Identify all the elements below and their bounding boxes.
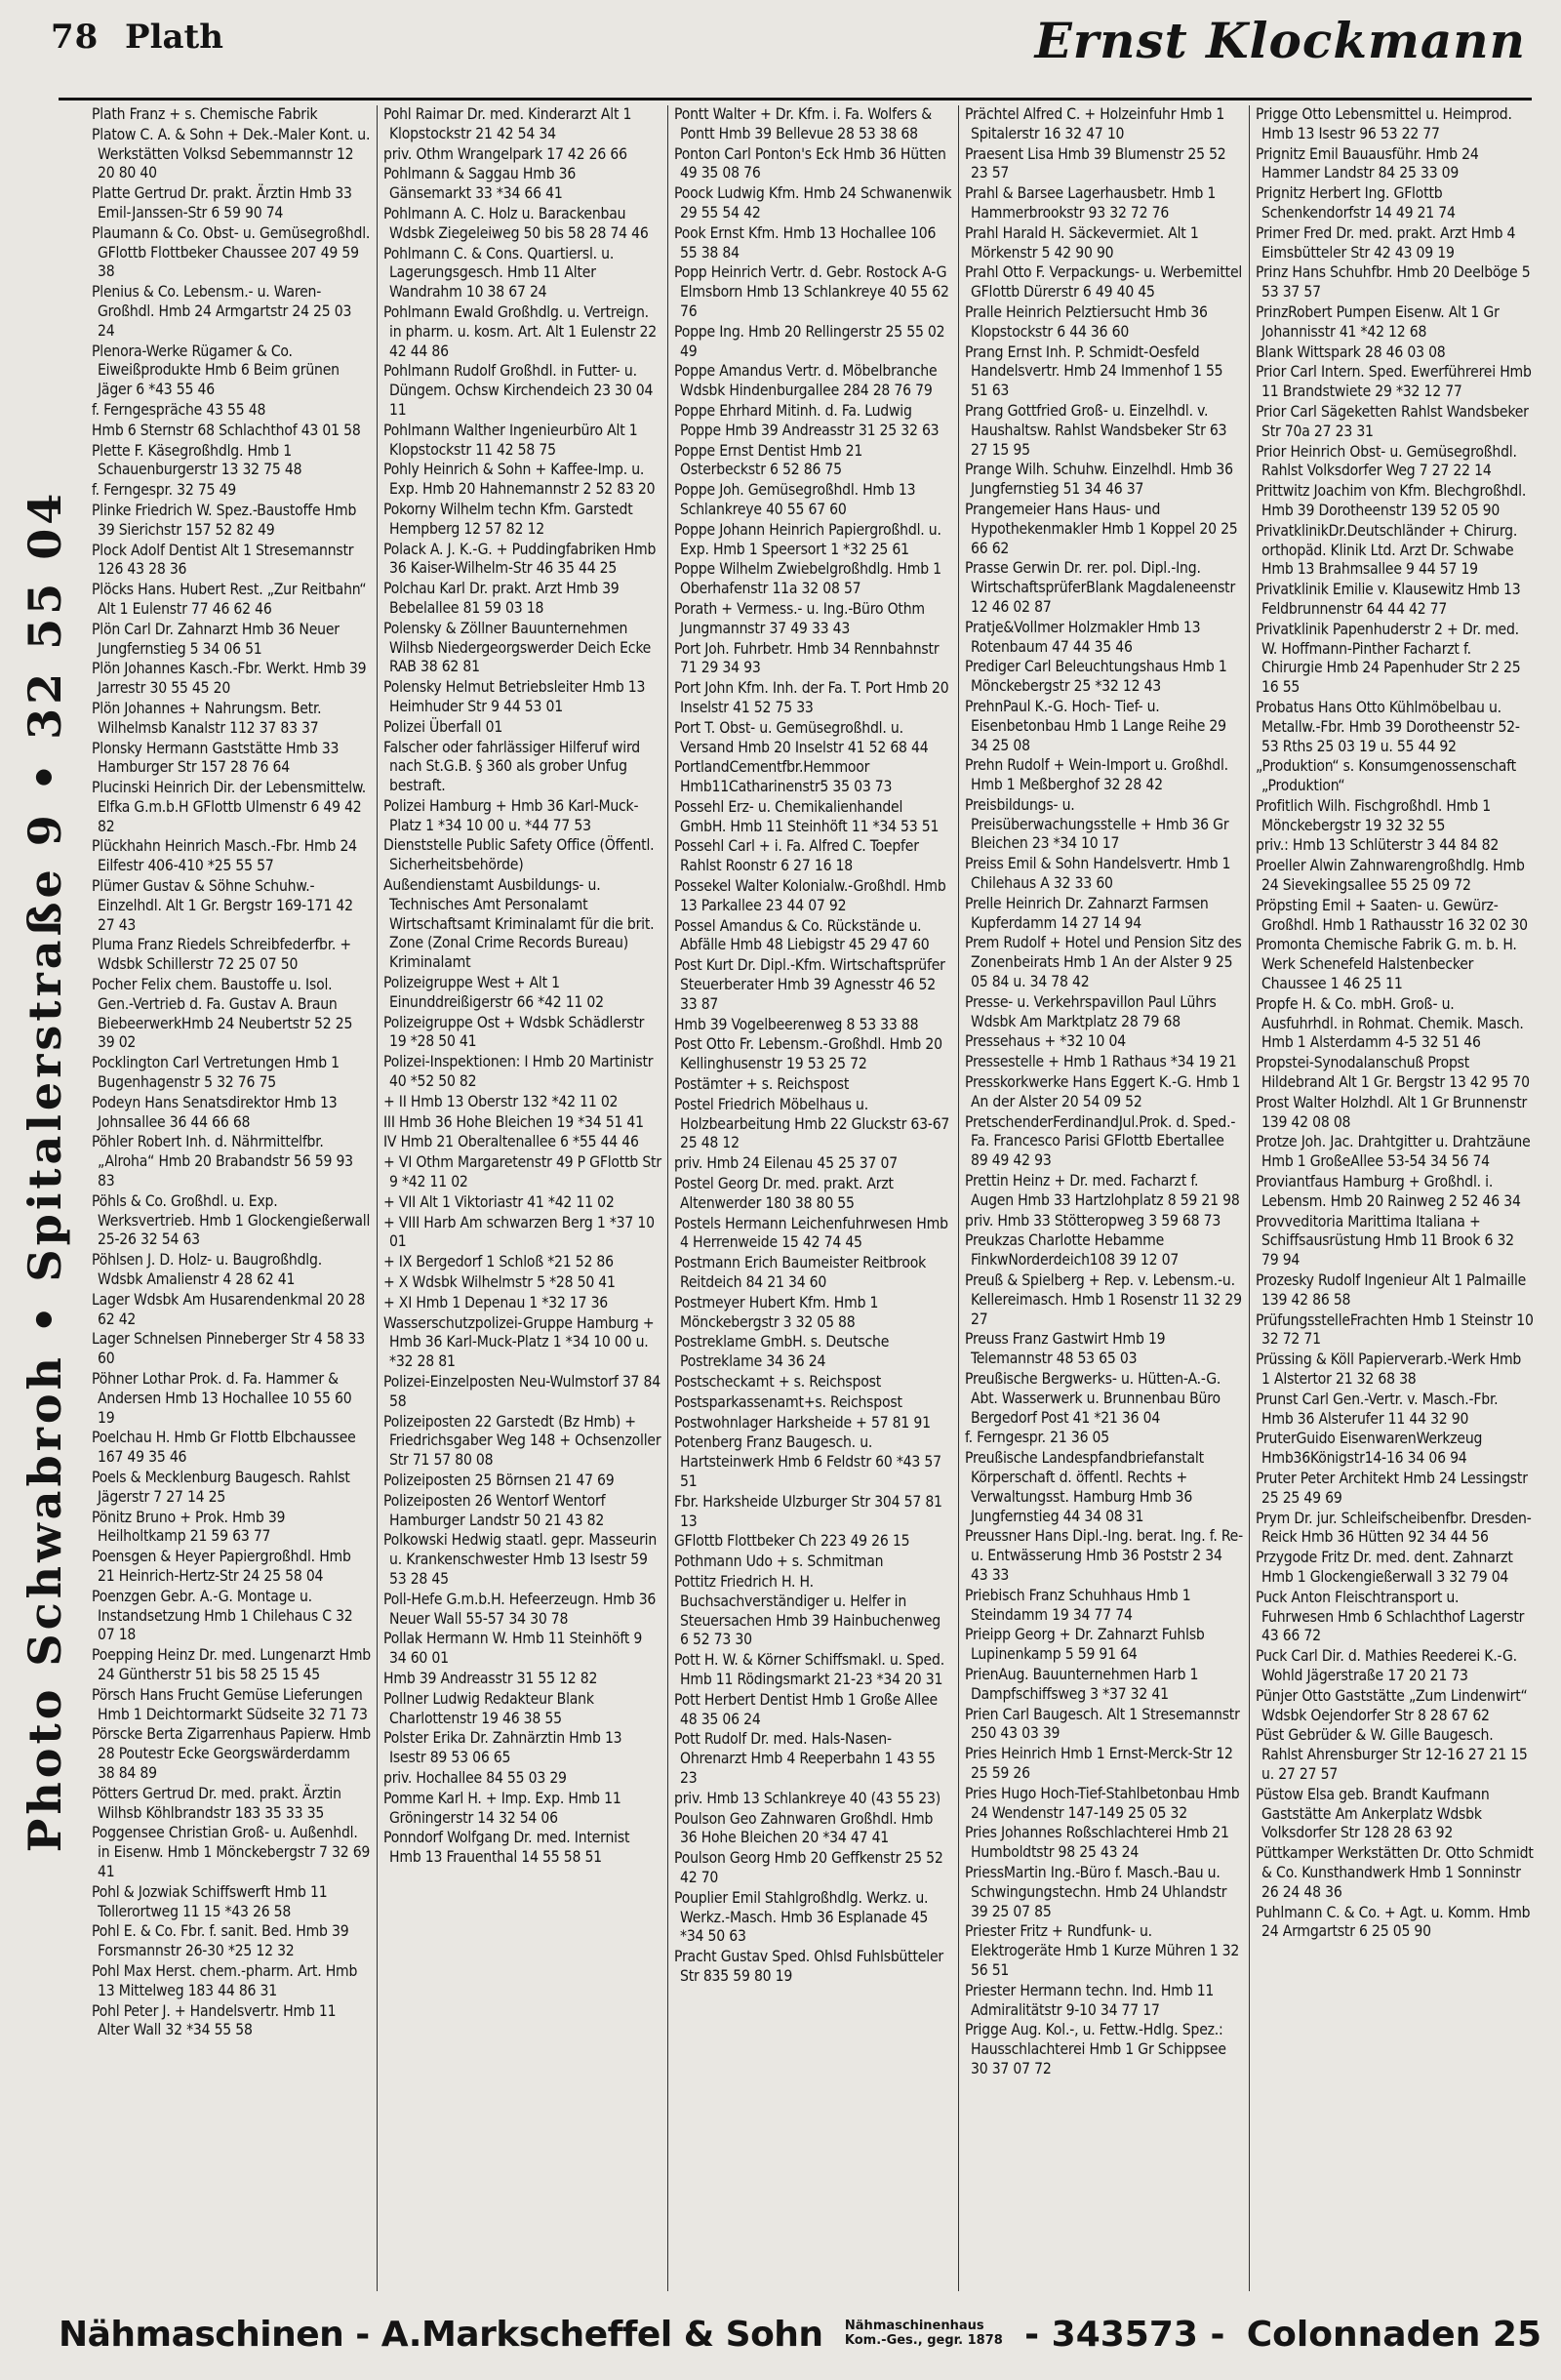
directory-entry: Polizeiposten 26 Wentorf Wentorf Hamburger Landstr 50 21 43 82	[383, 1491, 606, 1529]
directory-entry: priv. Hmb 33 Stötteropweg 3 59 68 73	[965, 1211, 1221, 1230]
directory-entry: + X Wdsbk Wilhelmstr 5 *28 50 41	[383, 1273, 616, 1292]
directory-entry: Pracht Gustav Sped. Ohlsd Fuhlsbütteler Str 835 59 80 19	[674, 1948, 943, 1985]
directory-entry: Polensky & Zöllner Bauunternehmen Wilhsb Niedergeorgswerder Deich Ecke RAB 38 62 81	[383, 619, 652, 676]
directory-entry: f. Ferngespr. 32 75 49	[92, 481, 236, 500]
directory-entry: Püttkamper Werkstätten Dr. Otto Schmidt & Co. Kunsthandwerk Hmb 1 Sonninstr 26 24 48 36	[1256, 1844, 1534, 1901]
directory-entry: Prediger Carl Beleuchtungshaus Hmb 1 Mönckebergstr 25 *32 12 43	[965, 658, 1227, 696]
directory-entry: Pluma Franz Riedels Schreibfederfbr. + Wdsbk Schillerstr 72 25 07 50	[92, 936, 351, 974]
directory-entry: Pontt Walter + Dr. Kfm. i. Fa. Wolfers & Pontt Hmb 39 Bellevue 28 53 38 68	[674, 105, 932, 142]
directory-entry: Polizei Überfall 01	[383, 717, 503, 736]
bottom-ad-small-line1: Nähmaschinenhaus	[844, 2319, 984, 2334]
directory-entry: Propfe H. & Co. mbH. Groß- u. Ausfuhrhdl. in Rohmat. Chemik. Masch. Hmb 1 Alsterdamm 4-5 32 51 46	[1256, 994, 1524, 1052]
directory-entry: priv. Hochallee 84 55 03 29	[383, 1768, 567, 1787]
directory-entry: Possel Amandus & Co. Rückstände u. Abfälle Hmb 48 Liebigstr 45 29 47 60	[674, 916, 930, 954]
directory-entry: Postsparkassenamt+s. Reichspost	[674, 1392, 902, 1411]
directory-entry: Plenora-Werke Rügamer & Co. Eiweißprodukte Hmb 6 Beim grünen Jäger 6 *43 55 46	[92, 342, 340, 399]
directory-entry: Pöhner Lothar Prok. d. Fa. Hammer & Andersen Hmb 13 Hochallee 10 55 60 19	[92, 1370, 352, 1427]
directory-entry: Hmb 39 Andreasstr 31 55 12 82	[383, 1669, 598, 1687]
directory-entry: Pohl Peter J. + Handelsvertr. Hmb 11 Alter Wall 32 *34 55 58	[92, 2001, 337, 2039]
directory-entry: Pönitz Bruno + Prok. Hmb 39 Heilholtkamp 21 59 63 77	[92, 1508, 286, 1546]
directory-entry: Pratje&Vollmer Holzmakler Hmb 13 Rotenbaum 47 44 35 46	[965, 618, 1201, 656]
directory-entry: Außendienstamt Ausbildungs- u. Technisches Amt Personalamt Wirtschaftsamt Kriminalamt für die brit. Zone (Zonal Crime Records Bureau) Kriminalamt	[383, 876, 655, 972]
directory-entry: + VIII Harb Am schwarzen Berg 1 *37 10 01	[383, 1213, 655, 1251]
directory-entry: PrüfungsstelleFrachten Hmb 1 Steinstr 10 32 72 71	[1256, 1311, 1534, 1349]
directory-entry: Post Otto Fr. Lebensm.-Großhdl. Hmb 20 Kellinghusenstr 19 53 25 72	[674, 1035, 942, 1073]
directory-entry: Pöhler Robert Inh. d. Nährmittelfbr. „Alroha“ Hmb 20 Brabandstr 56 59 93 83	[92, 1133, 353, 1190]
directory-entry: Poppe Joh. Gemüsegroßhdl. Hmb 13 Schlankreye 40 55 67 60	[674, 481, 916, 518]
directory-entry: Promonta Chemische Fabrik G. m. b. H. Werk Schenefeld Halstenbecker Chaussee 1 46 25 11	[1256, 936, 1517, 993]
directory-entry: f. Ferngespr. 21 36 05	[965, 1429, 1109, 1447]
directory-column	[958, 105, 1249, 2291]
directory-entry: Hmb 6 Sternstr 68 Schlachthof 43 01 58	[92, 421, 361, 439]
directory-columns	[86, 105, 1540, 2291]
directory-entry: Prittwitz Joachim von Kfm. Blechgroßhdl. Hmb 39 Dorotheenstr 139 52 05 90	[1256, 482, 1527, 519]
directory-entry: Poock Ludwig Kfm. Hmb 24 Schwanenwik 29 55 54 42	[674, 184, 952, 222]
directory-entry: Prang Gottfried Groß- u. Einzelhdl. v. Haushaltsw. Rahlst Wandsbeker Str 63 27 15 95	[965, 401, 1227, 459]
directory-entry: Pohl & Jozwiak Schiffswerft Hmb 11 Tollerortweg 11 15 *43 26 58	[92, 1882, 328, 1920]
directory-entry: Postämter + s. Reichspost	[674, 1075, 850, 1094]
directory-entry: Pröpsting Emil + Saaten- u. Gewürz-Großhdl. Hmb 1 Rathausstr 16 32 02 30	[1256, 896, 1528, 934]
directory-entry: Poppe Ehrhard Mitinh. d. Fa. Ludwig Poppe Hmb 39 Andreasstr 31 25 32 63	[674, 401, 940, 439]
directory-entry: Prüssing & Köll Papierverarb.-Werk Hmb 1 Alstertor 21 32 68 38	[1256, 1351, 1522, 1388]
directory-entry: priv.: Hmb 13 Schlüterstr 3 44 84 82	[1256, 836, 1500, 855]
directory-entry: „Produktion“ s. Konsumgenossenschaft „Produktion“	[1256, 757, 1516, 795]
directory-entry: Popp Heinrich Vertr. d. Gebr. Rostock A-G Elmsborn Hmb 13 Schlankreye 40 55 62 76	[674, 263, 949, 320]
directory-entry: Pöhls & Co. Großhdl. u. Exp. Werksvertrieb. Hmb 1 Glockengießerwall 25-26 32 54 63	[92, 1191, 371, 1249]
bottom-ad-main: Nähmaschinen - A.Markscheffel & Sohn	[59, 2314, 823, 2355]
directory-column	[377, 105, 667, 2291]
directory-entry: + IX Bergedorf 1 Schloß *21 52 86	[383, 1253, 614, 1271]
directory-entry: Plette F. Käsegroßhdlg. Hmb 1 Schauenburgerstr 13 32 75 48	[92, 441, 302, 479]
page-head-word: Plath	[125, 18, 223, 57]
directory-entry: + XI Hmb 1 Depenau 1 *32 17 36	[383, 1293, 609, 1311]
directory-entry: Prunst Carl Gen.-Vertr. v. Masch.-Fbr. Hmb 36 Alsterufer 11 44 32 90	[1256, 1390, 1499, 1428]
directory-entry: Pothmann Udo + s. Schmitman	[674, 1553, 884, 1571]
directory-entry: Pries Hugo Hoch-Tief-Stahlbetonbau Hmb 24 Wendenstr 147-149 25 05 32	[965, 1784, 1240, 1822]
directory-entry: Preussner Hans Dipl.-Ing. berat. Ing. f. Re-u. Entwässerung Hmb 36 Poststr 2 34 43 33	[965, 1527, 1243, 1584]
directory-entry: Fbr. Harksheide Ulzburger Str 304 57 81 13	[674, 1492, 942, 1530]
directory-entry: Praesent Lisa Hmb 39 Blumenstr 25 52 23 57	[965, 144, 1226, 182]
bottom-ad-company-type	[845, 2319, 1003, 2349]
directory-entry: PretschenderFerdinandJul.Prok. d. Sped.-Fa. Francesco Parisi GFlottb Ebertallee 89 49 42 93	[965, 1112, 1236, 1170]
directory-entry: Presse- u. Verkehrspavillon Paul Lührs Wdsbk Am Marktplatz 28 79 68	[965, 992, 1217, 1030]
directory-entry: Prahl Otto F. Verpackungs- u. Werbemittel GFlottb Dürerstr 6 49 40 45	[965, 263, 1243, 302]
directory-entry: Polizei-Einzelposten Neu-Wulmstorf 37 84 58	[383, 1373, 660, 1410]
directory-entry: Pocklington Carl Vertretungen Hmb 1 Bugenhagenstr 5 32 76 75	[92, 1054, 340, 1092]
directory-entry: Poppe Amandus Vertr. d. Möbelbranche Wdsbk Hindenburgallee 284 28 76 79	[674, 362, 938, 400]
directory-entry: Protze Joh. Jac. Drahtgitter u. Drahtzäune Hmb 1 GroßeAllee 53-54 34 56 74	[1256, 1133, 1531, 1171]
directory-entry: Pries Heinrich Hmb 1 Ernst-Merck-Str 12 25 59 26	[965, 1745, 1233, 1782]
directory-entry: Plucinski Heinrich Dir. der Lebensmittelw. Elfka G.m.b.H GFlottb Ulmenstr 6 49 42 82	[92, 779, 367, 835]
directory-entry: Dienststelle Public Safety Office (Öffentl. Sicherheitsbehörde)	[383, 836, 655, 874]
directory-entry: Postreklame GmbH. s. Deutsche Postreklame 34 36 24	[674, 1333, 890, 1371]
directory-entry: Prignitz Herbert Ing. GFlottb Schenkendorfstr 14 49 21 74	[1256, 184, 1456, 222]
directory-entry: Püstow Elsa geb. Brandt Kaufmann Gaststätte Am Ankerplatz Wdsbk Volksdorfer Str 128 28 63 92	[1256, 1785, 1490, 1842]
directory-entry: Polack A. J. K.-G. + Puddingfabriken Hmb 36 Kaiser-Wilhelm-Str 46 35 44 25	[383, 540, 657, 578]
directory-entry: Poensgen & Heyer Papiergroßhdl. Hmb 21 Heinrich-Hertz-Str 24 25 58 04	[92, 1548, 351, 1585]
directory-entry: Falscher oder fahrlässiger Hilferuf wird nach St.G.B. § 360 als grober Unfug bestraft.	[383, 738, 640, 795]
directory-entry: Prior Heinrich Obst- u. Gemüsegroßhdl. Rahlst Volksdorfer Weg 7 27 22 14	[1256, 442, 1517, 480]
directory-entry: Prior Carl Sägeketten Rahlst Wandsbeker Str 70a 27 23 31	[1256, 402, 1529, 440]
directory-entry: Pötters Gertrud Dr. med. prakt. Ärztin Wilhsb Köhlbrandstr 183 35 33 35	[92, 1784, 341, 1822]
directory-entry: Pruter Peter Architekt Hmb 24 Lessingstr 25 25 49 69	[1256, 1469, 1528, 1507]
directory-entry: Poepping Heinz Dr. med. Lungenarzt Hmb 24 Güntherstr 51 bis 58 25 15 45	[92, 1646, 372, 1683]
directory-entry: Port John Kfm. Inh. der Fa. T. Port Hmb 20 Inselstr 41 52 75 33	[674, 679, 949, 716]
directory-entry: Priebisch Franz Schuhhaus Hmb 1 Steindamm 19 34 77 74	[965, 1586, 1191, 1624]
directory-entry: Postels Hermann Leichenfuhrwesen Hmb 4 Herrenweide 15 42 74 45	[674, 1214, 948, 1252]
directory-entry: Prieipp Georg + Dr. Zahnarzt Fuhlsb Lupinenkamp 5 59 91 64	[965, 1626, 1205, 1664]
directory-entry: Pomme Karl H. + Imp. Exp. Hmb 11 Gröningerstr 14 32 54 06	[383, 1789, 621, 1827]
directory-entry: Prächtel Alfred C. + Holzeinfuhr Hmb 1 Spitalerstr 16 32 47 10	[965, 105, 1225, 142]
directory-entry: Pohly Heinrich & Sohn + Kaffee-Imp. u. Exp. Hmb 20 Hahnemannstr 2 52 83 20	[383, 461, 656, 499]
directory-entry: Polster Erika Dr. Zahnärztin Hmb 13 Isestr 89 53 06 65	[383, 1729, 622, 1767]
directory-entry: Prigge Aug. Kol.-, u. Fettw.-Hdlg. Spez.: Hausschlachterei Hmb 1 Gr Schippsee 30 37 07 72	[965, 2021, 1226, 2077]
directory-entry: Plaumann & Co. Obst- u. Gemüsegroßhdl. GFlottb Flottbeker Chaussee 207 49 59 38	[92, 223, 371, 281]
top-advertisement: Ernst Klockmann	[1034, 12, 1526, 69]
directory-entry: Polizeiposten 22 Garstedt (Bz Hmb) + Friedrichsgaber Weg 148 + Ochsenzoller Str 71 57 80 08	[383, 1412, 661, 1470]
directory-entry: Blank Wittspark 28 46 03 08	[1256, 343, 1446, 361]
directory-entry: Pohlmann Rudolf Großhdl. in Futter- u. Düngem. Ochsw Kirchendeich 23 30 04 11	[383, 362, 654, 419]
directory-entry: Pöhlsen J. D. Holz- u. Baugroßhdlg. Wdsbk Amalienstr 4 28 62 41	[92, 1251, 322, 1289]
directory-entry: Polkowski Hedwig staatl. gepr. Masseurin u. Krankenschwester Hmb 13 Isestr 59 53 28 45	[383, 1531, 658, 1588]
directory-entry: Preußische Landespfandbriefanstalt Körperschaft d. öffentl. Rechts + Verwaltungsst. Hamburg Hmb 36 Jungfernstieg 44 34 08 31	[965, 1449, 1204, 1525]
directory-entry: Pott Herbert Dentist Hmb 1 Große Allee 48 35 06 24	[674, 1690, 938, 1728]
directory-entry: Possehl Carl + i. Fa. Alfred C. Toepfer Rahlst Roonstr 6 27 16 18	[674, 837, 919, 875]
directory-entry: Pollner Ludwig Redakteur Blank Charlottenstr 19 46 38 55	[383, 1689, 594, 1727]
directory-entry: Platte Gertrud Dr. prakt. Ärztin Hmb 33 Emil-Janssen-Str 6 59 90 74	[92, 184, 352, 222]
directory-entry: III Hmb 36 Hohe Bleichen 19 *34 51 41	[383, 1112, 644, 1131]
directory-entry: Podeyn Hans Senatsdirektor Hmb 13 Johnsallee 36 44 66 68	[92, 1093, 338, 1131]
directory-entry: Poll-Hefe G.m.b.H. Hefeerzeugn. Hmb 36 Neuer Wall 55-57 34 30 78	[383, 1590, 657, 1628]
directory-entry: Presskorkwerke Hans Eggert K.-G. Hmb 1 An der Alster 20 54 09 52	[965, 1073, 1241, 1110]
directory-entry: Plinke Friedrich W. Spez.-Baustoffe Hmb 39 Sierichstr 157 52 82 49	[92, 501, 357, 539]
directory-entry: Probatus Hans Otto Kühlmöbelbau u. Metallw.-Fbr. Hmb 39 Dorotheenstr 52-53 Rths 25 03 19 u. 55 44 92	[1256, 698, 1520, 755]
directory-entry: + VII Alt 1 Viktoriastr 41 *42 11 02	[383, 1192, 615, 1211]
directory-entry: Pörsch Hans Frucht Gemüse Lieferungen Hmb 1 Deichtormarkt Südseite 32 71 73	[92, 1685, 368, 1723]
directory-entry: Plön Carl Dr. Zahnarzt Hmb 36 Neuer Jungfernstieg 5 34 06 51	[92, 620, 340, 658]
directory-entry: PrivatklinikDr.Deutschländer + Chirurg. orthopäd. Klinik Ltd. Arzt Dr. Schwabe Hmb 13 Brahmsallee 9 44 57 19	[1256, 521, 1518, 579]
side-advertisement-text: Photo Schwabroh • Spitalerstraße 9 • 32 55 04	[18, 489, 71, 1853]
directory-entry: Prehn Rudolf + Wein-Import u. Großhdl. Hmb 1 Meßberghof 32 28 42	[965, 756, 1228, 794]
directory-entry: Polizeigruppe Ost + Wdsbk Schädlerstr 19 *28 50 41	[383, 1013, 645, 1051]
directory-entry: Pohlmann & Saggau Hmb 36 Gänsemarkt 33 *34 66 41	[383, 165, 577, 203]
directory-entry: Platow C. A. & Sohn + Dek.-Maler Kont. u. Werkstätten Volksd Sebemmannstr 12 20 80 40	[92, 125, 371, 182]
directory-entry: Prangemeier Hans Haus- und Hypothekenmakler Hmb 1 Koppel 20 25 66 62	[965, 500, 1238, 557]
directory-entry: Preukzas Charlotte Hebamme FinkwNorderdeich108 39 12 07	[965, 1231, 1180, 1270]
directory-entry: Pouplier Emil Stahlgroßhdlg. Werkz. u. Werkz.-Masch. Hmb 36 Esplanade 45 *34 50 63	[674, 1888, 929, 1946]
side-advertisement	[18, 107, 71, 2235]
directory-entry: Prost Walter Holzhdl. Alt 1 Gr Brunnenstr 139 42 08 08	[1256, 1093, 1528, 1131]
directory-entry: Pohlmann Ewald Großhdlg. u. Vertreign. in pharm. u. kosm. Art. Alt 1 Eulenstr 22 42 44 86	[383, 303, 657, 360]
directory-entry: Puhlmann C. & Co. + Agt. u. Komm. Hmb 24 Armgartstr 6 25 05 90	[1256, 1903, 1531, 1941]
directory-entry: Plock Adolf Dentist Alt 1 Stresemannstr 126 43 28 36	[92, 541, 354, 579]
directory-entry: Polizei Hamburg + Hmb 36 Karl-Muck-Platz 1 *34 10 00 u. *44 77 53	[383, 796, 639, 834]
directory-entry: PrinzRobert Pumpen Eisenw. Alt 1 Gr Johannisstr 41 *42 12 68	[1256, 303, 1500, 341]
directory-entry: Preiss Emil & Sohn Handelsvertr. Hmb 1 Chilehaus A 32 33 60	[965, 855, 1231, 893]
directory-entry: Plenius & Co. Lebensm.- u. Waren-Großhdl. Hmb 24 Armgartstr 24 25 03 24	[92, 283, 352, 340]
directory-entry: Pook Ernst Kfm. Hmb 13 Hochallee 106 55 38 84	[674, 223, 937, 262]
directory-entry: Primer Fred Dr. med. prakt. Arzt Hmb 4 Eimsbütteler Str 42 43 09 19	[1256, 223, 1516, 262]
directory-entry: Proviantfaus Hamburg + Großhdl. i. Lebensm. Hmb 20 Rainweg 2 52 46 34	[1256, 1173, 1521, 1210]
directory-entry: priv. Hmb 24 Eilenau 45 25 37 07	[674, 1154, 898, 1173]
directory-entry: Prior Carl Intern. Sped. Ewerführerei Hmb 11 Brandstwiete 29 *32 12 77	[1256, 363, 1532, 401]
directory-entry: Prettin Heinz + Dr. med. Facharzt f. Augen Hmb 33 Hartzlohplatz 8 59 21 98	[965, 1172, 1240, 1209]
directory-entry: Postmann Erich Baumeister Reitbrook Reitdeich 84 21 34 60	[674, 1254, 927, 1292]
directory-entry: Pohlmann A. C. Holz u. Barackenbau Wdsbk Ziegeleiweg 50 bis 58 28 74 46	[383, 204, 649, 242]
directory-entry: Postel Georg Dr. med. prakt. Arzt Altenwerder 180 38 80 55	[674, 1175, 894, 1212]
directory-column	[667, 105, 958, 2291]
directory-entry: Priester Fritz + Rundfunk- u. Elektrogeräte Hmb 1 Kurze Mühren 1 32 56 51	[965, 1922, 1240, 1979]
directory-entry: Hmb 39 Vogelbeerenweg 8 53 33 88	[674, 1015, 919, 1033]
directory-entry: Pokorny Wilhelm techn Kfm. Garstedt Hempberg 12 57 82 12	[383, 500, 633, 538]
directory-entry: f. Ferngespräche 43 55 48	[92, 400, 266, 419]
directory-entry: Plückhahn Heinrich Masch.-Fbr. Hmb 24 Eilfestr 406-410 *25 55 57	[92, 837, 357, 875]
directory-entry: Pralle Heinrich Pelztiersucht Hmb 36 Klopstockstr 6 44 36 60	[965, 303, 1208, 341]
directory-entry: Puck Anton Fleischtransport u. Fuhrwesen Hmb 6 Schlachthof Lagerstr 43 66 72	[1256, 1588, 1525, 1645]
directory-entry: Plümer Gustav & Söhne Schuhw.-Einzelhdl. Alt 1 Gr. Bergstr 169-171 42 27 43	[92, 877, 353, 934]
directory-entry: Pohl Max Herst. chem.-pharm. Art. Hmb 13 Mittelweg 183 44 86 31	[92, 1961, 358, 1999]
directory-entry: Potenberg Franz Baugesch. u. Hartsteinwerk Hmb 6 Feldstr 60 *43 57 51	[674, 1433, 941, 1490]
directory-entry: Proeller Alwin Zahnwarengroßhdlg. Hmb 24 Sievekingsallee 55 25 09 72	[1256, 857, 1525, 895]
directory-entry: Pünjer Otto Gaststätte „Zum Lindenwirt“ Wdsbk Oejendorfer Str 8 28 67 62	[1256, 1686, 1528, 1724]
directory-entry: Przygode Fritz Dr. med. dent. Zahnarzt Hmb 1 Glockengießerwall 3 32 79 04	[1256, 1549, 1513, 1586]
directory-entry: Pries Johannes Roßschlachterei Hmb 21 Humboldtstr 98 25 43 24	[965, 1824, 1229, 1862]
directory-entry: Pressehaus + *32 10 04	[965, 1032, 1126, 1051]
directory-entry: Pohlmann C. & Cons. Quartiersl. u. Lagerungsgesch. Hmb 11 Alter Wandrahm 10 38 67 24	[383, 244, 615, 302]
directory-entry: Pörscke Berta Zigarrenhaus Papierw. Hmb 28 Poutestr Ecke Georgswärderdamm 38 84 89	[92, 1725, 371, 1782]
directory-entry: Postscheckamt + s. Reichspost	[674, 1373, 882, 1391]
directory-entry: Pressestelle + Hmb 1 Rathaus *34 19 21	[965, 1053, 1237, 1071]
directory-entry: Post Kurt Dr. Dipl.-Kfm. Wirtschaftsprüfer Steuerberater Hmb 39 Agnesstr 46 52 33 87	[674, 956, 945, 1013]
directory-entry: IV Hmb 21 Oberaltenallee 6 *55 44 46	[383, 1133, 639, 1151]
directory-entry: Postwohnlager Harksheide + 57 81 91	[674, 1413, 931, 1432]
directory-entry: priv. Hmb 13 Schlankreye 40 (43 55 23)	[674, 1789, 941, 1807]
directory-entry: Pohlmann Walther Ingenieurbüro Alt 1 Klopstockstr 11 42 58 75	[383, 421, 638, 459]
directory-entry: Polizeiposten 25 Börnsen 21 47 69	[383, 1471, 615, 1489]
directory-entry: Poppe Johann Heinrich Papiergroßhdl. u. Exp. Hmb 1 Speersort 1 *32 25 61	[674, 520, 941, 558]
directory-entry: Poppe Wilhelm Zwiebelgroßhdlg. Hmb 1 Oberhafenstr 11a 32 08 57	[674, 560, 941, 598]
directory-entry: Polensky Helmut Betriebsleiter Hmb 13 Heimhuder Str 9 44 53 01	[383, 678, 646, 715]
directory-entry: Propstei-Synodalanschuß Propst Hildebrand Alt 1 Gr. Bergstr 13 42 95 70	[1256, 1054, 1530, 1092]
directory-entry: Püst Gebrüder & W. Gille Baugesch. Rahlst Ahrensburger Str 12-16 27 21 15 u. 27 27 57	[1256, 1726, 1528, 1783]
directory-entry: Prasse Gerwin Dr. rer. pol. Dipl.-Ing. WirtschaftsprüferBlank Magdaleneenstr 12 46 02 87	[965, 559, 1236, 616]
directory-entry: Lager Wdsbk Am Husarendenkmal 20 28 62 42	[92, 1290, 366, 1328]
directory-entry: Ponton Carl Ponton's Eck Hmb 36 Hütten 49 35 08 76	[674, 144, 946, 182]
directory-entry: Preisbildungs- u. Preisüberwachungsstelle + Hmb 36 Gr Bleichen 23 *34 10 17	[965, 795, 1229, 853]
bottom-ad-location: Colonnaden 25	[1246, 2314, 1541, 2355]
directory-entry: Plön Johannes Kasch.-Fbr. Werkt. Hmb 39 Jarrestr 30 55 45 20	[92, 660, 367, 698]
directory-entry: Wasserschutzpolizei-Gruppe Hamburg + Hmb 36 Karl-Muck-Platz 1 *34 10 00 u. *32 28 81	[383, 1313, 655, 1371]
directory-entry: Pollak Hermann W. Hmb 11 Steinhöft 9 34 60 01	[383, 1630, 643, 1668]
directory-entry: Pott H. W. & Körner Schiffsmakl. u. Sped. Hmb 11 Rödingsmarkt 21-23 *34 20 31	[674, 1651, 944, 1688]
page-number: 78	[51, 18, 100, 57]
directory-entry: Poppe Ing. Hmb 20 Rellingerstr 25 55 02 49	[674, 322, 945, 360]
directory-entry: Prignitz Emil Bauausführ. Hmb 24 Hammer Landstr 84 25 33 09	[1256, 144, 1479, 182]
directory-entry: Postmeyer Hubert Kfm. Hmb 1 Mönckebergstr 3 32 05 88	[674, 1293, 879, 1331]
bottom-ad-phone: - 343573 -	[1024, 2314, 1225, 2355]
directory-entry: PruterGuido EisenwarenWerkzeug Hmb36Königstr14-16 34 06 94	[1256, 1430, 1483, 1468]
directory-entry: Pottitz Friedrich H. H. Buchsachverständiger u. Helfer in Steuersachen Hmb 39 Hainbuchenweg 6 52 73 30	[674, 1572, 941, 1649]
directory-entry: + II Hmb 13 Oberstr 132 *42 11 02	[383, 1092, 619, 1110]
directory-entry: PrienAug. Bauunternehmen Harb 1 Dampfschiffsweg 3 *37 32 41	[965, 1665, 1199, 1703]
directory-entry: Pocher Felix chem. Baustoffe u. Isol. Gen.-Vertrieb d. Fa. Gustav A. Braun BiebeerwerkHmb 24 Neubertstr 52 25 39 02	[92, 976, 353, 1052]
directory-entry: Prahl Harald H. Säckevermiet. Alt 1 Mörkenstr 5 42 90 90	[965, 223, 1199, 262]
directory-entry: Porath + Vermess.- u. Ing.-Büro Othm Jungmannstr 37 49 33 43	[674, 599, 925, 637]
directory-entry: Plön Johannes + Nahrungsm. Betr. Wilhelmsb Kanalstr 112 37 83 37	[92, 699, 322, 737]
directory-entry: Polizeigruppe West + Alt 1 Einunddreißigerstr 66 *42 11 02	[383, 974, 604, 1011]
directory-entry: Poppe Ernst Dentist Hmb 21 Osterbeckstr 6 52 86 75	[674, 441, 863, 479]
directory-entry: Plath Franz + s. Chemische Fabrik	[92, 105, 318, 123]
directory-entry: Plonsky Hermann Gaststätte Hmb 33 Hamburger Str 157 28 76 64	[92, 739, 340, 777]
directory-entry: Priester Hermann techn. Ind. Hmb 11 Admiralitätstr 9-10 34 77 17	[965, 1981, 1215, 2019]
directory-entry: Preußische Bergwerks- u. Hütten-A.-G. Abt. Wasserwerk u. Brunnenbau Büro Bergedorf Post 41 *21 36 04	[965, 1370, 1221, 1427]
directory-entry: Prange Wilh. Schuhw. Einzelhdl. Hmb 36 Jungfernstieg 51 34 46 37	[965, 461, 1233, 499]
directory-entry: Poulson Georg Hmb 20 Geffkenstr 25 52 42 70	[674, 1849, 943, 1886]
header-rule	[59, 98, 1532, 101]
directory-entry: priv. Othm Wrangelpark 17 42 26 66	[383, 144, 627, 163]
directory-entry: Pohl Raimar Dr. med. Kinderarzt Alt 1 Klopstockstr 21 42 54 34	[383, 105, 632, 142]
bottom-advertisement	[59, 2305, 1541, 2363]
directory-entry: PortlandCementfbr.Hemmoor Hmb11Catharinenstr5 35 03 73	[674, 758, 893, 796]
directory-entry: Preuss Franz Gastwirt Hmb 19 Telemannstr 48 53 65 03	[965, 1330, 1166, 1368]
directory-entry: Preuß & Spielberg + Rep. v. Lebensm.-u. Kellereimasch. Hmb 1 Rosenstr 11 32 29 27	[965, 1271, 1242, 1328]
directory-entry: Poulson Geo Zahnwaren Großhdl. Hmb 36 Hohe Bleichen 20 *34 47 41	[674, 1809, 934, 1847]
directory-column	[86, 105, 377, 2291]
directory-entry: Prien Carl Baugesch. Alt 1 Stresemannstr 250 43 03 39	[965, 1705, 1240, 1743]
directory-entry: Prigge Otto Lebensmittel u. Heimprod. Hmb 13 Isestr 96 53 22 77	[1256, 105, 1512, 142]
directory-entry: Prinz Hans Schuhfbr. Hmb 20 Deelböge 5 53 37 57	[1256, 263, 1531, 302]
directory-entry: Port T. Obst- u. Gemüsegroßhdl. u. Versand Hmb 20 Inselstr 41 52 68 44	[674, 718, 929, 756]
directory-entry: Ponndorf Wolfgang Dr. med. Internist Hmb 13 Frauenthal 14 55 58 51	[383, 1829, 630, 1867]
directory-column	[1249, 105, 1540, 2291]
directory-entry: Polizei-Inspektionen: I Hmb 20 Martinistr 40 *52 50 82	[383, 1053, 654, 1091]
directory-entry: PriessMartin Ing.-Büro f. Masch.-Bau u. Schwingungstechn. Hmb 24 Uhlandstr 39 25 07 85	[965, 1863, 1227, 1920]
directory-entry: Poggensee Christian Groß- u. Außenhdl. in Eisenw. Hmb 1 Mönckebergstr 7 32 69 41	[92, 1824, 371, 1880]
directory-entry: Puck Carl Dir. d. Mathies Reederei K.-G. Wohld Jägerstraße 17 20 21 73	[1256, 1647, 1517, 1684]
directory-entry: Poenzgen Gebr. A.-G. Montage u. Instandsetzung Hmb 1 Chilehaus C 32 07 18	[92, 1587, 353, 1644]
directory-entry: Poelchau H. Hmb Gr Flottb Elbchaussee 167 49 35 46	[92, 1429, 356, 1467]
directory-entry: Prym Dr. jur. Schleifscheibenfbr. Dresden-Reick Hmb 36 Hütten 92 34 44 56	[1256, 1509, 1532, 1547]
directory-entry: Prelle Heinrich Dr. Zahnarzt Farmsen Kupferdamm 14 27 14 94	[965, 894, 1209, 932]
directory-entry: Profitlich Wilh. Fischgroßhdl. Hmb 1 Mönckebergstr 19 32 32 55	[1256, 796, 1491, 834]
directory-entry: GFlottb Flottbeker Ch 223 49 26 15	[674, 1532, 910, 1551]
directory-entry: Provveditoria Marittima Italiana + Schiffsausrüstung Hmb 11 Brook 6 32 79 94	[1256, 1212, 1514, 1270]
directory-entry: Poels & Mecklenburg Baugesch. Rahlst Jägerstr 7 27 14 25	[92, 1468, 350, 1506]
directory-entry: Pohl E. & Co. Fbr. f. sanit. Bed. Hmb 39 Forsmannstr 26-30 *25 12 32	[92, 1922, 349, 1960]
directory-entry: Port Joh. Fuhrbetr. Hmb 34 Rennbahnstr 71 29 34 93	[674, 639, 940, 677]
directory-entry: Prem Rudolf + Hotel und Pension Sitz des Zonenbeirats Hmb 1 An der Alster 9 25 05 84 u. 34 78 42	[965, 934, 1242, 991]
directory-entry: Postel Friedrich Möbelhaus u. Holzbearbeitung Hmb 22 Gluckstr 63-67 25 48 12	[674, 1095, 950, 1152]
directory-entry: Privatklinik Papenhuderstr 2 + Dr. med. W. Hoffmann-Pinther Facharzt f. Chirurgie Hmb 24 Papenhuder Str 2 25 16 55	[1256, 620, 1521, 697]
directory-entry: Plöcks Hans. Hubert Rest. „Zur Reitbahn“ Alt 1 Eulenstr 77 46 62 46	[92, 581, 367, 618]
directory-entry: Prahl & Barsee Lagerhausbetr. Hmb 1 Hammerbrookstr 93 32 72 76	[965, 184, 1217, 222]
directory-entry: + VI Othm Margaretenstr 49 P GFlottb Str 9 *42 11 02	[383, 1153, 661, 1191]
directory-entry: Lager Schnelsen Pinneberger Str 4 58 33 60	[92, 1330, 365, 1368]
directory-entry: PrehnPaul K.-G. Hoch- Tief- u. Eisenbetonbau Hmb 1 Lange Reihe 29 34 25 08	[965, 697, 1226, 754]
directory-entry: Pott Rudolf Dr. med. Hals-Nasen-Ohrenarzt Hmb 4 Reeperbahn 1 43 55 23	[674, 1730, 936, 1787]
directory-entry: Possehl Erz- u. Chemikalienhandel GmbH. Hmb 11 Steinhöft 11 *34 53 51	[674, 797, 940, 835]
bottom-ad-small-line2: Kom.-Ges., gegr. 1878	[844, 2333, 1003, 2348]
directory-entry: Prang Ernst Inh. P. Schmidt-Oesfeld Handelsvertr. Hmb 24 Immenhof 1 55 51 63	[965, 343, 1223, 400]
directory-entry: Privatklinik Emilie v. Klausewitz Hmb 13 Feldbrunnenstr 64 44 42 77	[1256, 581, 1521, 618]
directory-entry: Prozesky Rudolf Ingenieur Alt 1 Palmaille 139 42 86 58	[1256, 1271, 1527, 1309]
directory-entry: Possekel Walter Kolonialw.-Großhdl. Hmb 13 Parkallee 23 44 07 92	[674, 877, 946, 914]
directory-entry: Polchau Karl Dr. prakt. Arzt Hmb 39 Bebelallee 81 59 03 18	[383, 580, 620, 617]
